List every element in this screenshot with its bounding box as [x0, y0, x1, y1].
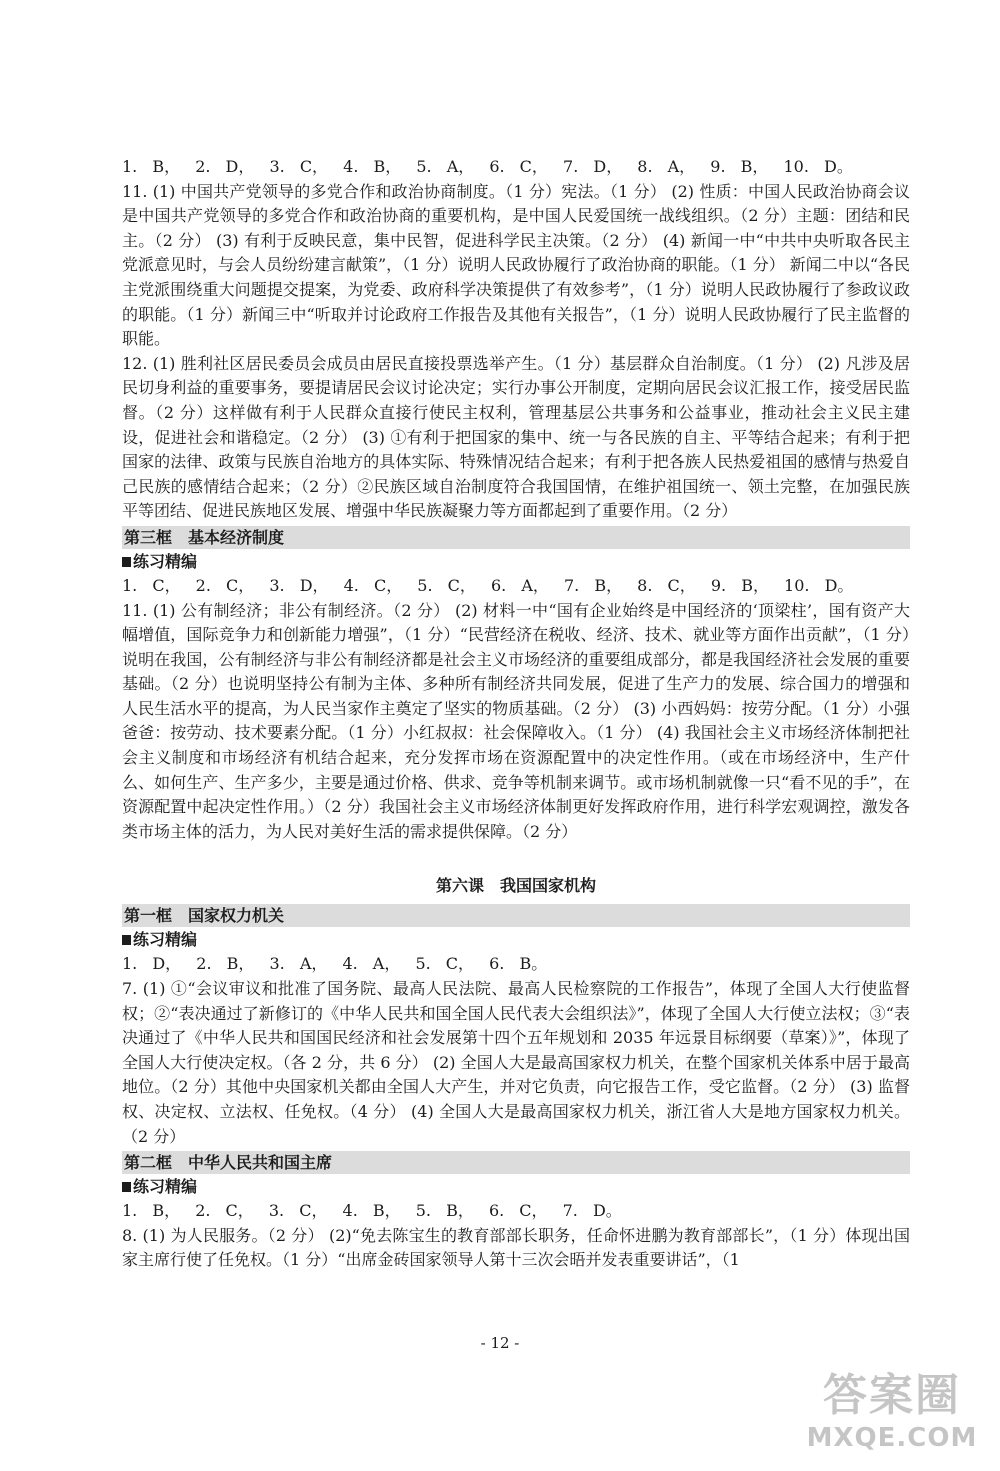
subsection-heading — [122, 550, 910, 574]
watermark-logo — [802, 1359, 982, 1459]
subsection-heading — [122, 1175, 910, 1199]
question-8-answer: 8. (1) 为人民服务。（2 分） (2)“免去陈宝生的教育部部长职务，任命怀进鹏为教育部部长”，（1 分）体现出国家主席行使了任免权。（1 分）“出席金砖国家领导人第十三次会晤并发表重要讲话”，（1 — [122, 1225, 910, 1270]
section-title-state-president: 第二框 中华人民共和国主席 — [122, 1151, 910, 1174]
question-11-answer: 11. (1) 中国共产党领导的多党合作和政治协商制度。（1 分）宪法。（1 分） (2) 性质：中国人民政治协商会议是中国共产党领导的多党合作和政治协商的重要机构，是中国人民爱国统一战线组织。（2 分）主题：团结和民主。（2 分） (3) 有利于反映民意，集中民智，促进科学民主决策。（2 分） (4) 新闻一中“中共中央听取各民主党派意见时，与会人员纷纷建言献策”，（1 分）说明人民政协履行了政治协商的职能。（1 分） 新闻二中以“各民主党派围绕重大问题提交提案，为党委、政府科学决策提供了有效参考”，（1 分）说明人民政协履行了参政议政的职能。（1 分）新闻三中“听取并讨论政府工作报告及其他有关报告”，（1 分）说明人民政协履行了民主监督的职能。 — [122, 181, 910, 349]
lesson-title: 第六课 我国国家机构 — [435, 876, 596, 896]
subsection-label: 练习精编 — [133, 551, 198, 571]
square-bullet-icon — [122, 935, 131, 945]
subsection-label: 练习精编 — [133, 1177, 198, 1197]
page-number: - 12 - — [480, 1334, 520, 1352]
watermark-url: MXQE.COM — [806, 1423, 978, 1453]
watermark-text: 答案圈 — [823, 1370, 961, 1421]
section-title-basic-economic-system: 第三框 基本经济制度 — [122, 526, 910, 549]
question-11-answer: 11. (1) 公有制经济；非公有制经济。（2 分） (2) 材料一中“国有企业始终是中国经济的‘顶梁柱’，国有资产大幅增值，国际竞争力和创新能力增强”，（1 分）“民营经济在税收、经济、技术、就业等方面作出贡献”，（1 分）说明在我国，公有制经济与非公有制经济都是社会主义市场经济的重要组成部分，都是我国经济社会发展的重要基础。（2 分）也说明坚持公有制为主体、多种所有制经济共同发展，促进了生产力的发展、综合国力的增强和人民生活水平的提高，为人民当家作主奠定了坚实的物质基础。（2 分） (3) 小西妈妈：按劳分配。（1 分）小强爸爸：按劳动、技术要素分配。（1 分）小红叔叔：社会保障收入。（1 分） (4) 我国社会主义市场经济体制把社会主义制度和市场经济有机结合起来，充分发挥市场在资源配置中的决定性作用。（或在市场经济中，生产什么、如何生产、生产多少，主要是通过价格、供求、竞争等机制来调节。或市场机制就像一只“看不见的手”，在资源配置中起决定性作用。）（2 分）我国社会主义市场经济体制更好发挥政府作用，进行科学宏观调控，激发各类市场主体的活力，为人民对美好生活的需求提供保障。（2 分） — [122, 600, 910, 841]
section-title-state-power-organ: 第一框 国家权力机关 — [122, 904, 910, 927]
answers-line: 1. B， 2. D， 3. C， 4. B， 5. A， 6. C， 7. D， 8. A， 9. B， 10. D。 — [122, 157, 853, 176]
answers-line: 1. C， 2. C， 3. D， 4. C， 5. C， 6. A， 7. B， 8. C， 9. B， 10. D。 — [122, 575, 854, 595]
answers-line: 1. D， 2. B， 3. A， 4. A， 5. C， 6. B。 — [122, 954, 548, 974]
answer-page — [122, 155, 910, 1273]
subsection-heading — [122, 928, 910, 952]
square-bullet-icon — [122, 1182, 131, 1192]
subsection-label: 练习精编 — [133, 930, 198, 950]
square-bullet-icon — [122, 557, 131, 567]
question-7-answer: 7. (1) ①“会议审议和批准了国务院、最高人民法院、最高人民检察院的工作报告”，体现了全国人大行使监督权；②“表决通过了新修订的《中华人民共和国全国人民代表大会组织法》”，体现了全国人大行使立法权；③“表决通过了《中华人民共和国国民经济和社会发展第十四个五年规划和 2035 年远景目标纲要（草案）》”，体现了全国人大行使决定权。（各 2 分，共 6 分） (2) 全国人大是最高国家权力机关，在整个国家机关体系中居于最高地位。（2 分）其他中央国家机关都由全国人大产生，并对它负责，向它报告工作，受它监督。（2 分） (3) 监督权、决定权、立法权、任免权。（4 分） (4) 全国人大是最高国家权力机关，浙江省人大是地方国家权力机关。（2 分） — [122, 979, 910, 1146]
question-12-answer: 12. (1) 胜利社区居民委员会成员由居民直接投票选举产生。（1 分）基层群众自治制度。（1 分） (2) 凡涉及居民切身利益的重要事务，要提请居民会议讨论决定；实行办事公开制度，定期向居民会议汇报工作，接受居民监督。（2 分）这样做有利于人民群众直接行使民主权利，管理基层公共事务和公益事业，推动社会主义民主建设，促进社会和谐稳定。（2 分） (3) ①有利于把国家的集中、统一与各民族的自主、平等结合起来；有利于把国家的法律、政策与民族自治地方的具体实际、特殊情况结合起来；有利于把各族人民热爱祖国的感情与热爱自己民族的感情结合起来；（2 分）②民族区域自治制度符合我国国情，在维护祖国统一、领土完整，在加强民族平等团结、促进民族地区发展、增强中华民族凝聚力等方面都起到了重要作用。（2 分） — [122, 353, 910, 521]
answers-line: 1. B， 2. C， 3. C， 4. B， 5. B， 6. C， 7. D。 — [122, 1201, 622, 1221]
